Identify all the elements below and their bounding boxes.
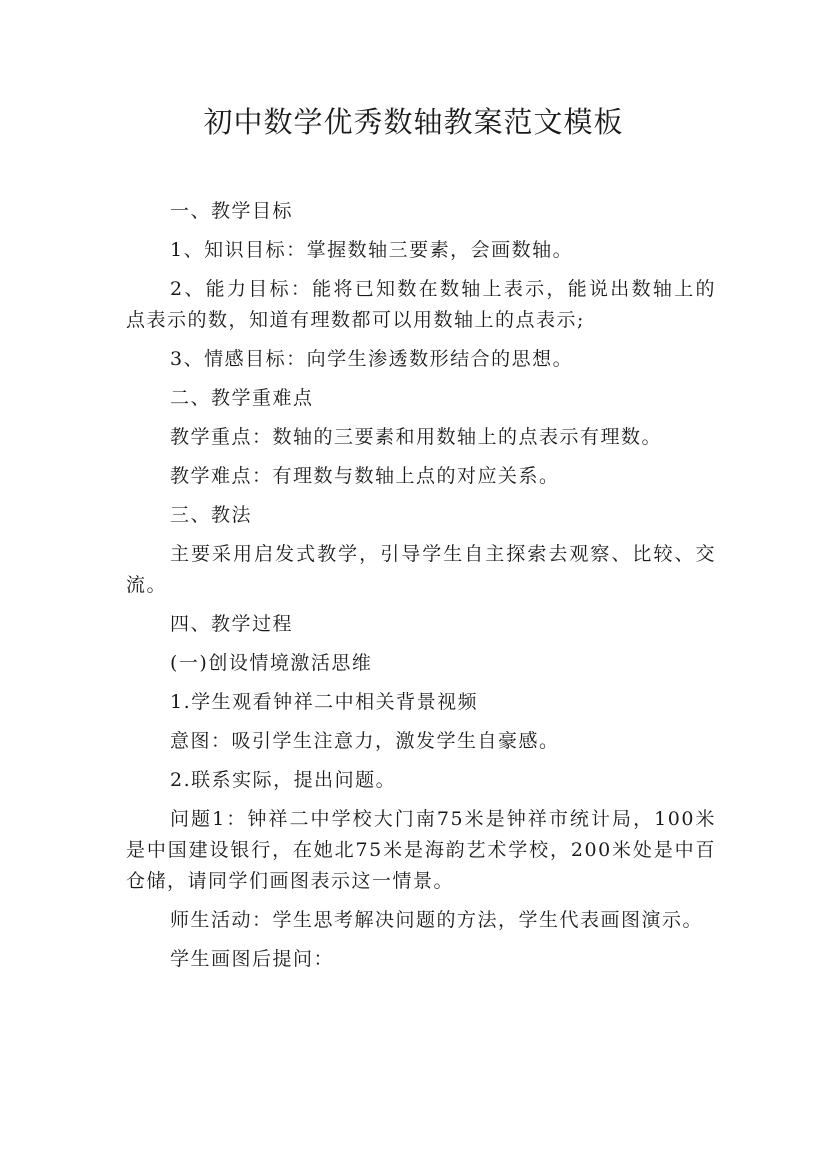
student-drawing-question: 学生画图后提问： [170, 948, 335, 970]
document-title: 初中数学优秀数轴教案范文模板 [203, 105, 624, 139]
question-1: 问题1：钟祥二中学校大门南75米是钟祥市统计局，100米是中国建设银行，在她北75米是海韵艺术学校，200米处是中百仓储，请同学们画图表示这一情景。 [126, 808, 716, 892]
heading-teaching-process: 四、教学过程 [170, 613, 294, 635]
heading-key-points: 二、教学重难点 [170, 387, 314, 409]
key-point: 教学重点：数轴的三要素和用数轴上的点表示有理数。 [170, 426, 663, 448]
difficult-point: 教学难点：有理数与数轴上点的对应关系。 [170, 465, 560, 487]
ability-goal: 2、能力目标：能将已知数在数轴上表示，能说出数轴上的点表示的数，知道有理数都可以用数轴上的点表示; [126, 278, 716, 331]
emotion-goal: 3、情感目标：向学生渗透数形结合的思想。 [170, 348, 574, 370]
heading-teaching-method: 三、教法 [170, 504, 253, 526]
teacher-student-activity: 师生活动：学生思考解决问题的方法，学生代表画图演示。 [170, 909, 704, 931]
knowledge-goal: 1、知识目标：掌握数轴三要素，会画数轴。 [170, 239, 574, 261]
step-watch-video: 1.学生观看钟祥二中相关背景视频 [170, 691, 479, 713]
subheading-scenario: (一)创设情境激活思维 [170, 652, 373, 674]
document-body [126, 196, 716, 983]
teaching-method: 主要采用启发式教学，引导学生自主探索去观察、比较、交流。 [126, 543, 716, 596]
heading-teaching-goals: 一、教学目标 [170, 200, 294, 222]
intent-attention: 意图：吸引学生注意力，激发学生自豪感。 [170, 730, 560, 752]
step-raise-question: 2.联系实际，提出问题。 [170, 769, 397, 791]
